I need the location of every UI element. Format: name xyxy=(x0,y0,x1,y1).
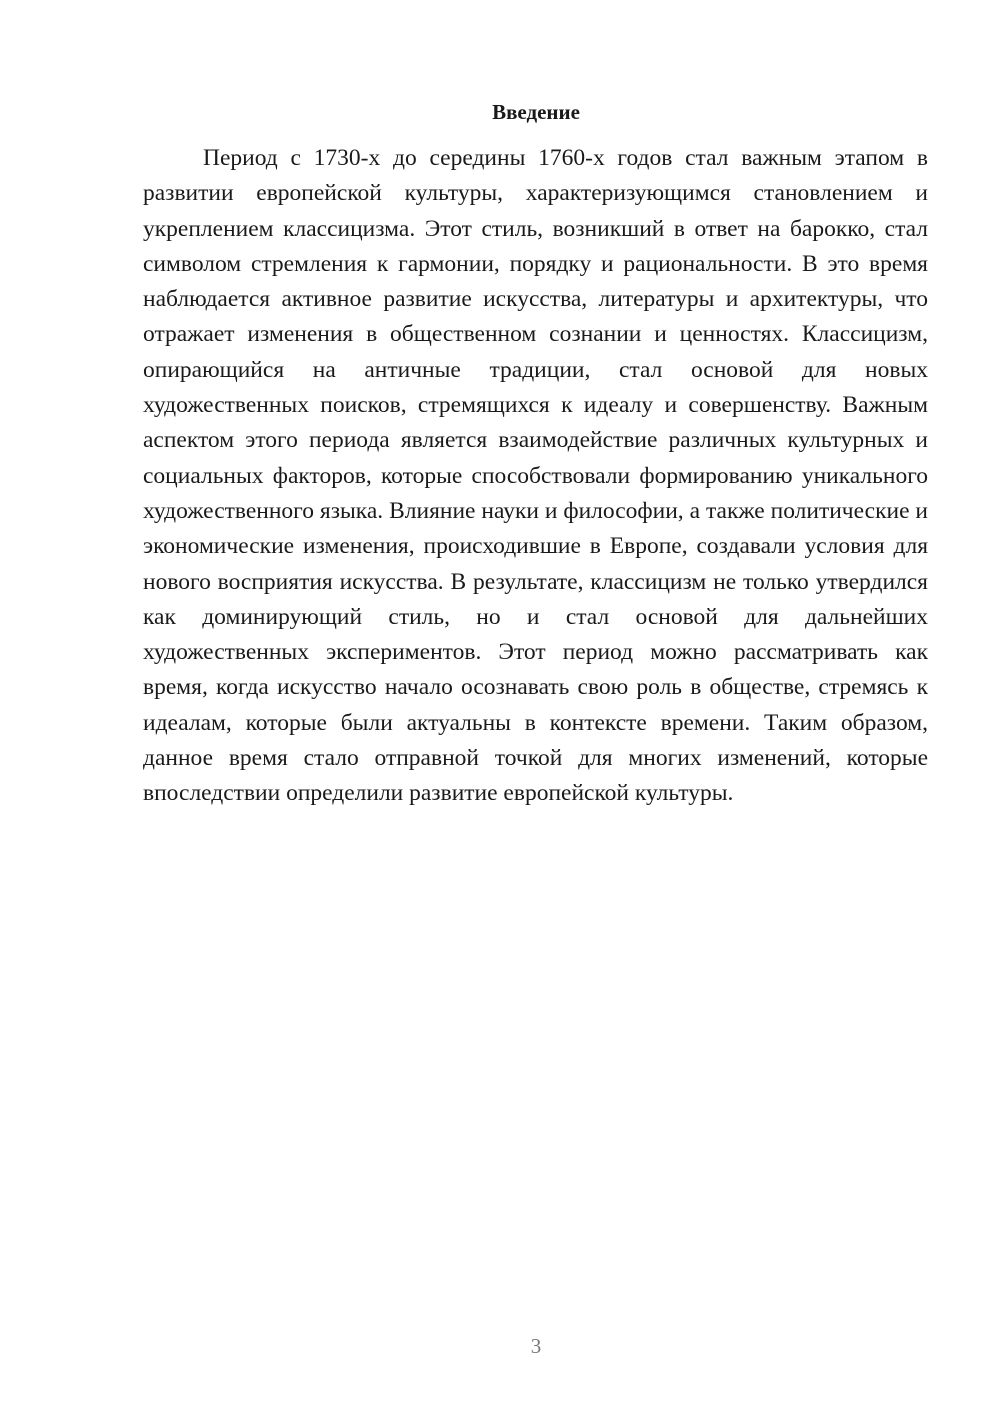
page-number: 3 xyxy=(530,1334,542,1358)
body-paragraph: Период с 1730-х до середины 1760-х годов стал важным этапом в развитии европейской культуры, характеризующимся становлением и укреплением классицизма. Этот стиль, возникший в ответ на барокко, стал символом стремления к гармонии, порядку и рациональности. В это время наблюдается активное развитие искусства, литературы и архитектуры, что отражает изменения в общественном сознании и ценностях. Классицизм, опирающийся на античные традиции, стал основой для новых художественных поисков, стремящихся к идеалу и совершенству. Важным аспектом этого периода является взаимодействие различных культурных и социальных факторов, которые способствовали формированию уникального художественного языка. Влияние науки и философии, а также политические и экономические изменения, происходившие в Европе, создавали условия для нового восприятия искусства. В результате, классицизм не только утвердился как доминирующий стиль, но и стал основой для дальнейших художественных экспериментов. Этот период можно рассматривать как время, когда искусство начало осознавать свою роль в обществе, стремясь к идеалам, которые были актуальны в контексте времени. Таким образом, данное время стало отправной точкой для многих изменений, которые впоследствии определили развитие европейской культуры. xyxy=(143,145,928,807)
section-heading: Введение xyxy=(492,100,580,124)
